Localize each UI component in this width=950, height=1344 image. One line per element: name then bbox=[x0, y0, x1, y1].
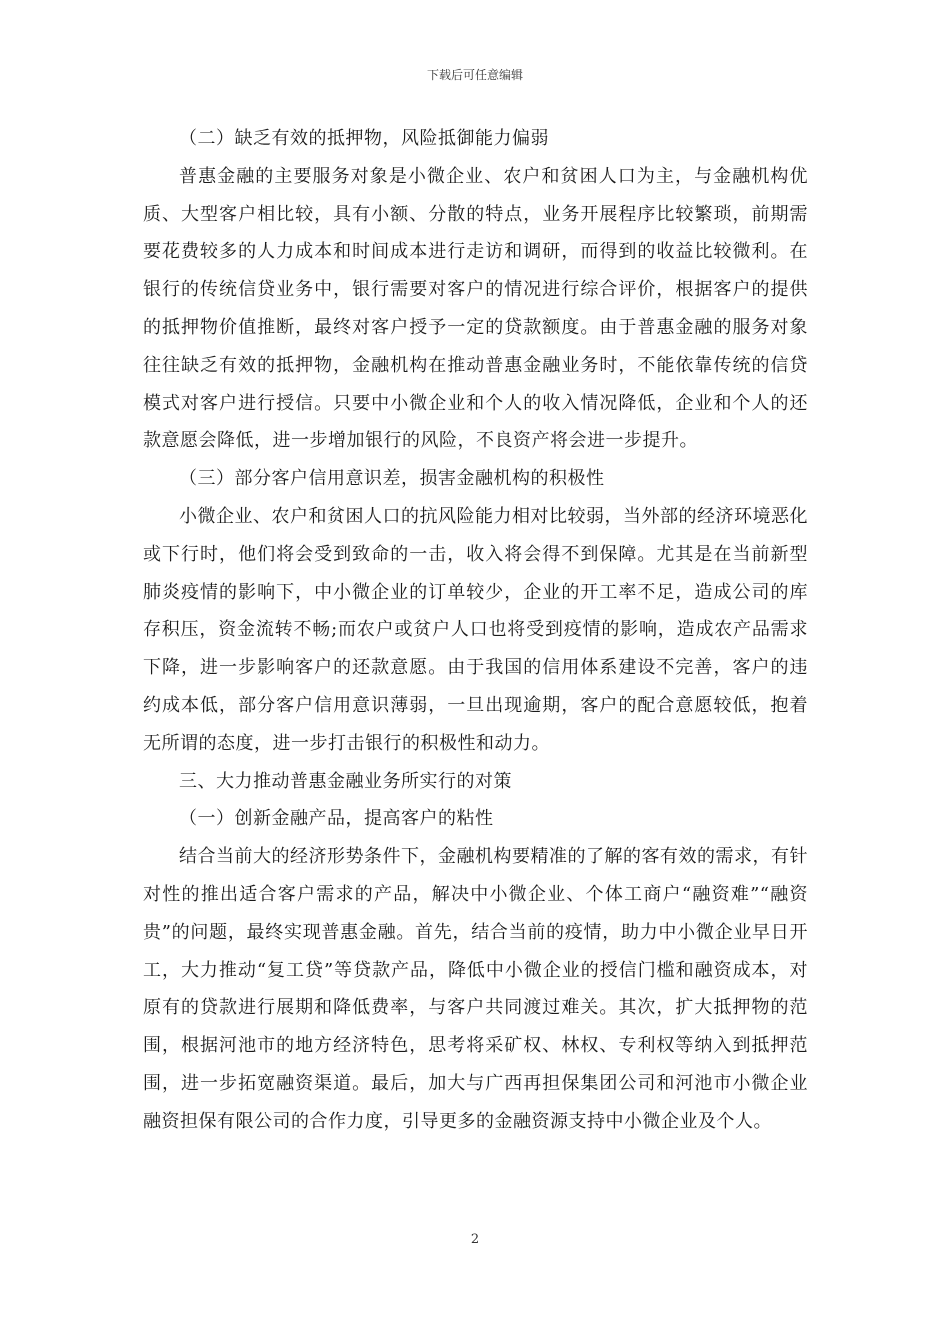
section-heading: （三）部分客户信用意识差，损害金融机构的积极性 bbox=[179, 468, 605, 490]
body-paragraph: 普惠金融的主要服务对象是小微企业、农户和贫困人口为主，与金融机构优质、大型客户相比较，具有小额、分散的特点，业务开展程序比较繁琐，前期需要花费较多的人力成本和时间成本进行走访和调研，而得到的收益比较微利。在银行的传统信贷业务中，银行需要对客户的情况进行综合评价，根据客户的提供的抵押物价值推断，最终对客户授予一定的贷款额度。由于普惠金融的服务对象往往缺乏有效的抵押物，金融机构在推动普惠金融业务时，不能依靠传统的信贷模式对客户进行授信。只要中小微企业和个人的收入情况降低，企业和个人的还款意愿会降低，进一步增加银行的风险，不良资产将会进一步提升。 bbox=[143, 165, 808, 452]
section-heading: （二）缺乏有效的抵押物，风险抵御能力偏弱 bbox=[179, 128, 549, 149]
body-paragraph: 小微企业、农户和贫困人口的抗风险能力相对比较弱，当外部的经济环境恶化或下行时，他们将会受到致命的一击，收入将会得不到保障。尤其是在当前新型肺炎疫情的影响下，中小微企业的订单较少，企业的开工率不足，造成公司的库存积压，资金流转不畅;而农户或贫户人口也将受到疫情的影响，造成农产品需求下降，进一步影响客户的还款意愿。由于我国的信用体系建设不完善，客户的违约成本低，部分客户信用意识薄弱，一旦出现逾期，客户的配合意愿较低，抱着无所谓的态度，进一步打击银行的积极性和动力。 bbox=[143, 505, 808, 754]
page-number: 2 bbox=[470, 1232, 480, 1247]
page-header: 下载后可任意编辑 bbox=[426, 68, 523, 82]
body-paragraph: 结合当前大的经济形势条件下，金融机构要精准的了解的客有效的需求，有针对性的推出适合客户需求的产品，解决中小微企业、个体工商户“融资难”“融资贵”的问题，最终实现普惠金融。首先，结合当前的疫情，助力中小微企业早日开工，大力推动“复工贷”等贷款产品，降低中小微企业的授信门槛和融资成本，对原有的贷款进行展期和降低费率，与客户共同渡过难关。其次，扩大抵押物的范围，根据河池市的地方经济特色，思考将采矿权、林权、专利权等纳入到抵押范围，进一步拓宽融资渠道。最后，加大与广西再担保集团公司和河池市小微企业融资担保有限公司的合作力度，引导更多的金融资源支持中小微企业及个人。 bbox=[143, 846, 808, 1132]
chapter-heading: 三、大力推动普惠金融业务所实行的对策 bbox=[179, 770, 512, 792]
section-heading: （一）创新金融产品，提高客户的粘性 bbox=[179, 808, 494, 830]
document-body bbox=[143, 120, 808, 1141]
